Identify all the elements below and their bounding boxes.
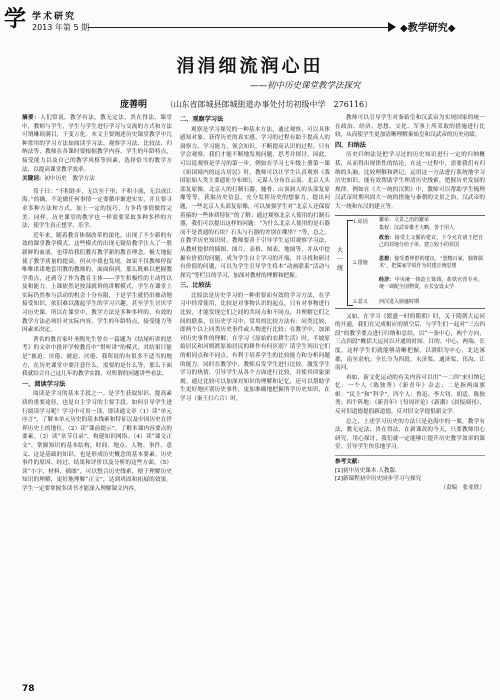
outline-subtext: 中央统一铸造五铢钱，盐铁官营专卖，统一调配全国物资，在长安设太学	[379, 276, 483, 290]
outline-subtext: 接受董仲舒的建议，“罢黜百家，独尊儒术”，把儒家学说作为封建正统思想	[379, 255, 483, 269]
issue-label: 2013 年第 5 期	[32, 23, 90, 32]
paragraph: 阅读是学习的基本手段之一。是学生获取知识、提高素质的重要途径，也是自主学习的主要手段。如何引导学生进行阅读学习呢？学习中可用一读，即读通文章（1）读“单元序言”，了解本单元历史的基本线索和特征以及中国历史在世界历史上的地位。（2）读“课前提示”，了解本课内容要点的要素。（3）读“章节目录”，构建知识网络。（4）读“课文正文”，掌握知识的基本结构，时间、地点、人物、事件、意义、这是基础的知识，也是形成历史概念的基本要素。历史事件的原因、经过、结果和评价以及分析的这些方面。（5）读“小字、材料、插图”，可以整合历史线索，便于理解历史知识的理解，更好地理解“正文”，达到巩固和拓展的效果。学生一定要掌握多读书才能深入理解课文内容。	[22, 391, 172, 492]
author-name: 庞善明	[120, 100, 148, 110]
abstract	[22, 114, 172, 174]
section-label: ◆教学研究◆	[400, 23, 456, 34]
outline-item: 1.原因	[353, 218, 368, 225]
outline-detail: 西汉进入鼎盛时期	[379, 298, 420, 305]
keywords-label: 关键词：	[22, 176, 45, 183]
text-column-1	[22, 114, 172, 495]
abstract-text: 人们常说，教学有法，教无定法，贵在得法，课堂中，教师与学生，学生与学生进行学习与交流的方式和方法可谓琳琅满目，千变万化。本文主要阐述历史课堂教学中几种常用的学习方法如阅读学习法、观察学习法、比较法、归纳法等，教师在各课时要根据教学内容、学生的年龄特点，接受能力以及自己的教学风格等因素，选择恰当的教学方法，以提高课堂教学效率。	[22, 115, 172, 173]
text-column-2	[180, 114, 330, 405]
page-number: 78	[22, 684, 35, 694]
outline-root-label: 大一统	[337, 246, 344, 272]
section-heading: 一、阅读学习法	[22, 380, 66, 388]
paragraph: 教师可以引导学生对秦始皇和汉武帝为实现国家的统一在政治、经济、思想、文化、军事上所采取的措施进行比较，从而使学生更加清晰理解秦始皇和汉武帝的历史功绩。	[335, 115, 485, 139]
outline-sublabel: 政治：	[379, 234, 395, 241]
outline-detail	[379, 235, 483, 249]
author-line	[120, 97, 372, 110]
article-subtitle: ——初中历史课堂教学法探究	[250, 81, 361, 91]
paragraph: 总之，上述学习历史的方法只是沧海中的一粟，教学有法，教无定法，贵在得法，在新课改的今天，只要教师用心研究，用心探讨，我们就一定能够让提升历史教学效率的课堂，引导学生快乐地学习。	[335, 418, 485, 451]
paragraph: 再如，新文化运动的有关内容可以用“一二四”来归纳记忆：一个人（陈独秀）《新青年》杂志；二是指两面旗帜：“民主”和“科学”，四个人：鲁迅、李大钊、胡适、陈独秀；四个阵地：《新青年》《每周评论》《新潮》《晨报副刊》，反对旧道德提倡新道德，反对旧文学提倡新文学。	[335, 374, 485, 416]
paragraph: 历史归纳法是把学习过的历史知识进行一定的归纳概括，从而得出规律性的结论，在这一过程中，需要我们有归纳的头脑，比较理解和熟记，运用这一方法进行系统地学习历史知识，能有效帮助学生理清历史线索，把握历史发展的规律。例如在《大一统的汉朝》中，教师可以帮助学生梳理汉武帝时期巩固大一统的措施与秦朝的文景之治，汉武帝的大一统和东汉的建立等。	[335, 152, 485, 210]
paragraph: 荀子曰：“不积跬步，无以至千里；不积小流，无以成江海。”的确，不论做任何事情一定要循序渐进实实，并且要寻求多种方法和方式，加上一定的技巧，力争将事情做得完美。同样，历史课堂的教学也一样需要采取多种多样的方法，使学生真正想学、乐学。	[22, 188, 172, 230]
page-header	[0, 0, 500, 40]
section-heading: 四、归纳法	[335, 141, 366, 149]
author-affiliation: （山东省郎城县郎城街道办事处付坊初级中学 276116）	[165, 100, 373, 109]
abstract-label: 摘要：	[22, 115, 41, 121]
outline-sublabel: 经济：	[379, 276, 395, 283]
paragraph: 比较法是历史学习的一种重要而有效的学习方法，在学习中经常使用，比较是对事物认识的起点，只有对事物进行比较，才能发现它们之间的共同点和不同点，并理解它们之间的联系，在历史学习中，常用的比较方法有：同类比较，即两个以上同类历史事件或人物进行比较；在教学中，加深对历史事件的理解，在学习《原始的农耕生活》时，半坡原始居民和河姆渡原始居民的耕作有何区别？请学生列出它们的相同点和不同点，有利于培养学生的比较能力和分析问题的能力。同时在教学中，教师启发学生进行比较，激发学生学习的热情，引导学生从各个方面进行比较，并使其印象深刻。通过比较可以加深对知识的理解和记忆，还可以帮助学生更好地区别历史事件，更加准确地把握所学历史知识，在学习（秦王扫六合）时，	[180, 292, 330, 402]
reference-item: [2]新课程初中历史同步学习与探究	[335, 476, 422, 483]
blackboard-outline-diagram	[335, 215, 485, 309]
paragraph: 观察是学习探究的一种基本方法，通过观察，可以具体感知对象，获得历史的真实感，学习的过程有助于提高人的洞察力、学习能力，领会知识，不断提高认识的过程。只有学会观察，我们才能不断地发现问题，思考并探讨。因此，可以说观察是学习的第一步，例如在学习七年级上册第一课《祖国境内的远古居民》时，教师可以让学生认真观察《我国原始人类主要遗址分布图》，元谋人分布在云南、北京人头部复原像，北京人的打制石器、燧骨、山顶洞人的头部复原像等等，获取历史信息，充分发挥历史的想象力，提出问题，一些北京人头部复原像，可以加强学生对“北京人还保留着猿的一些体质特征”的了解；通过观察北京人使用的打制石器，我们可以提出这样的问题：“为什么北京人使用的是石器而不是普通的石块？石头与石器的差别在哪里？”等，总之，在教学历史知识时，教师要善于引导学生运用观察学习法，从教材提供的插图、图片、表格、图表、地图等，并从中挖掘有价值的问题，成为学生自主学习的开端，并寻找和研讨有价值的问题，可以为学生引导学生将本“动画联系”活动与探究“等栏目的学习，加深对教材的理解和把握。	[180, 126, 330, 279]
outline-detail	[379, 277, 483, 291]
paragraph: 著名的教育家叶圣陶先生曾在一篇题为《结尾听讲的思考》的文章中批评学校教育中“惜听讲”的模式，其结果只能是“被迫、厌倦、被迫、厌倦、我所说的有很多不适当的地方，在历史课堂中要注意什么，需要的是什么等，那么下面我就结合自己这几年的教学实践，对所谓的问题讲些看法。	[22, 336, 172, 378]
references-title: 参考文献：	[335, 459, 363, 466]
outline-subtext: 接受主父偃的建议，下令允许诸王把自己的封地分给子弟，建立较小的侯国	[379, 234, 483, 248]
header-divider	[88, 27, 388, 28]
outline-detail: 集权：汉武帝雄才大略、善于用人	[379, 224, 455, 231]
keywords	[22, 175, 172, 184]
reference-item: [1]初中历史课本.人教版.	[335, 467, 397, 474]
article-title: 涓涓细流润心田	[176, 56, 324, 77]
outline-sublabel: 思想：	[379, 255, 395, 262]
triangle-arrow-icon	[388, 22, 396, 32]
paragraph: 又如，在学习《繁盛一时的隋朝》时，关于隋朝大运河的开通，我们在完成相应的填空后，与学生们一起对“三点四段”的教学要点进行归纳和总结，以“一条中心，两个方向，三点四段”概括大运河以开通的时间、目的、中心、两端、长度，这样学生们就能够清晰把握。以洛阳为中心，北达涿郡，南至余杭；全长分为四段，永济渠、通济渠、邗沟、江南河。	[335, 313, 485, 372]
section-heading: 二、观察学习法	[180, 116, 224, 123]
outline-detail: 繁荣：文景之治的繁荣	[379, 216, 430, 223]
outline-item: 2.措施	[353, 259, 368, 266]
journal-logo: 学	[4, 6, 27, 32]
keywords-text: 初中历史 教学方法	[44, 176, 95, 183]
outline-detail	[379, 256, 483, 270]
paragraph: 近年来，随着教育体制改革的深化，出现了不少新的有效的课堂教学模式，这些模式的出现无疑给教学注入了一股新鲜的血液，也带给我们教育教学新的教育理念。极大地促使了教学质量的提高。但从中我也发现，如果不仅教师停留唯唯诺诺地套用教的教师的，面面俱到，那么既难以把握教学重点，还剥夺了作为教育主体——学生积极性的主动性以及和能力，上课依然是按部就班的讲解模式，学生在课堂上实际仍然参与活动的机会十分有限，于是学生就仍旧被动地接受知识，依旧难以激起学生的学习兴趣，甚至学生讨厌学习历史课。所以在课堂中，教学方法是多种多样的，有效的教学方法必须针对实际内容，学生的年龄特点，接受能力等因素来决定。	[22, 232, 172, 334]
journal-name: 学术研究	[32, 12, 77, 22]
text-column-3	[335, 114, 485, 492]
section-heading: 三、比较法	[180, 282, 211, 290]
outline-item: 3.意义	[353, 298, 368, 305]
editor-credit: （责编 张亚欣）	[440, 484, 485, 491]
references	[335, 455, 485, 492]
